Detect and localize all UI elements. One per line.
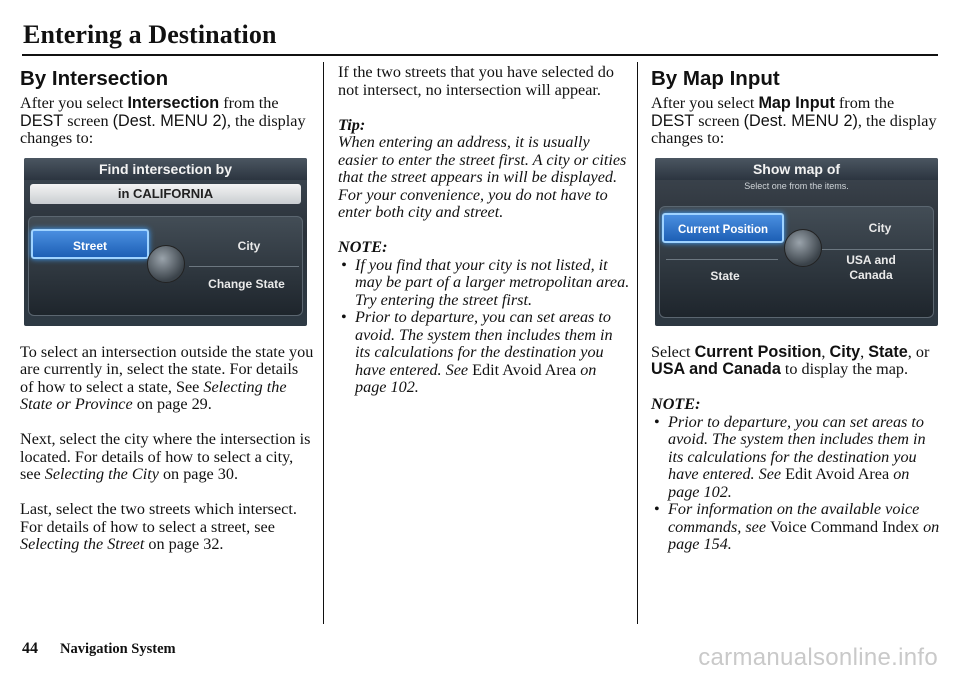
bullet-dot: • xyxy=(341,308,347,326)
screen-panel xyxy=(28,216,303,316)
column-divider-1 xyxy=(323,62,324,624)
text: to display the map. xyxy=(780,360,909,378)
text: on page 29. xyxy=(132,395,212,413)
bullet-dot: • xyxy=(654,500,660,518)
screen-subtitle: Select one from the items. xyxy=(744,180,849,191)
text: If you find that your city is not listed, it may be part of a larger metropolitan area. Try entering the street first. xyxy=(355,255,630,309)
column-intersection xyxy=(20,64,315,554)
text: After you select xyxy=(20,94,128,112)
text-emphasis: Map Input xyxy=(758,94,835,112)
text: from the xyxy=(834,94,895,112)
paragraph-select-streets xyxy=(20,501,315,554)
text-emphasis: State xyxy=(868,342,908,361)
footer-title: Navigation System xyxy=(60,641,176,657)
screen-header: Show map of xyxy=(655,158,938,180)
screenshot-find-intersection xyxy=(24,158,307,326)
usa-and-canada-option: USA and Canada xyxy=(846,252,896,282)
text: To select an intersection outside the state you are currently in, select the state. For details of how to select a state, See xyxy=(20,342,314,396)
text: , the display changes to: xyxy=(20,111,306,147)
text-menu: (Dest. MENU 2) xyxy=(743,111,858,130)
text: on page 32. xyxy=(144,535,224,553)
text-dest: DEST xyxy=(651,111,695,130)
paragraph-select-map-option xyxy=(651,344,941,379)
section-heading-intersection: By Intersection xyxy=(20,67,169,90)
tip-text: When entering an address, it is usually easier to enter the street first. A city or cities that the street appears in will be displayed. For your convenience, you do not have to enter both city and street. xyxy=(338,133,627,221)
text: on page 30. xyxy=(158,465,239,483)
text: Prior to departure, you can set areas to avoid. The system then includes them in its calculations for the destination you have entered. See xyxy=(668,412,926,483)
page-number: 44 xyxy=(22,640,38,657)
intro-paragraph xyxy=(651,95,941,148)
screen-panel xyxy=(659,206,934,318)
state-option: State xyxy=(710,268,740,283)
change-state-option: Change State xyxy=(208,276,285,291)
divider xyxy=(189,266,299,267)
note-bullet xyxy=(651,501,941,554)
column-map-input xyxy=(651,64,941,554)
cross-reference: Edit Avoid Area xyxy=(472,360,577,379)
knob-icon xyxy=(147,245,185,283)
screen-band: in CALIFORNIA xyxy=(30,184,301,204)
text: Select xyxy=(651,342,695,361)
street-option: Street xyxy=(31,229,149,259)
page-title: Entering a Destination xyxy=(23,20,277,49)
text: from the xyxy=(219,94,279,112)
column-divider-2 xyxy=(637,62,638,624)
note-bullet xyxy=(338,257,630,310)
cross-reference: Edit Avoid Area xyxy=(785,465,890,483)
paragraph-outside-state xyxy=(20,344,315,414)
cross-reference: Voice Command Index xyxy=(770,517,920,536)
text: For information on the available voice commands, see xyxy=(668,500,920,536)
text-menu: (Dest. MENU 2) xyxy=(112,111,227,130)
current-position-option: Current Position xyxy=(662,213,784,243)
bullet-dot: • xyxy=(654,412,660,431)
bullet-dot: • xyxy=(341,255,347,274)
text: screen xyxy=(694,111,744,130)
text: , the display changes to: xyxy=(651,111,937,147)
text: Prior to departure, you can set areas to avoid. The system then includes them in its calculations for the destination you have entered. See xyxy=(355,308,613,379)
cross-reference: Selecting the State or Province xyxy=(20,377,287,413)
note-bullet xyxy=(338,309,630,397)
text: , or xyxy=(907,342,930,361)
tip-heading: Tip: xyxy=(338,115,366,134)
title-rule xyxy=(22,54,938,56)
paragraph-no-intersection: If the two streets that you have selected do not intersect, no intersection will appear. xyxy=(338,63,614,99)
text-emphasis: Intersection xyxy=(127,94,220,112)
text: Last, select the two streets which intersect. For details of how to select a street, see xyxy=(20,500,297,536)
text: Next, select the city where the intersection is located. For details of how to select a city, see xyxy=(20,430,311,483)
paragraph-select-city xyxy=(20,431,315,484)
text-emphasis: City xyxy=(829,342,861,361)
text-emphasis: USA and Canada xyxy=(651,360,781,378)
divider xyxy=(666,259,778,260)
cross-reference: Selecting the Street xyxy=(20,535,145,553)
text: on page 102. xyxy=(355,360,597,396)
watermark: carmanualsonline.info xyxy=(698,644,938,671)
divider xyxy=(822,249,932,250)
text: on page 102. xyxy=(668,465,910,501)
note-bullet xyxy=(651,414,941,502)
text: on page 154. xyxy=(668,517,940,553)
note-heading: NOTE: xyxy=(651,395,701,413)
text-emphasis: Current Position xyxy=(694,342,822,361)
text: , xyxy=(860,342,869,361)
text: screen xyxy=(63,111,113,130)
text: , xyxy=(821,342,830,361)
intro-paragraph xyxy=(20,95,315,148)
cross-reference: Selecting the City xyxy=(44,465,159,483)
note-heading: NOTE: xyxy=(338,238,388,256)
text: After you select xyxy=(651,94,759,112)
city-option: City xyxy=(868,220,892,235)
knob-icon xyxy=(784,229,822,267)
column-notes xyxy=(338,64,630,397)
section-heading-map-input: By Map Input xyxy=(651,67,780,90)
screen-header: Find intersection by xyxy=(24,158,307,180)
city-option: City xyxy=(237,238,261,253)
screenshot-show-map xyxy=(655,158,938,326)
text-dest: DEST xyxy=(20,111,64,130)
